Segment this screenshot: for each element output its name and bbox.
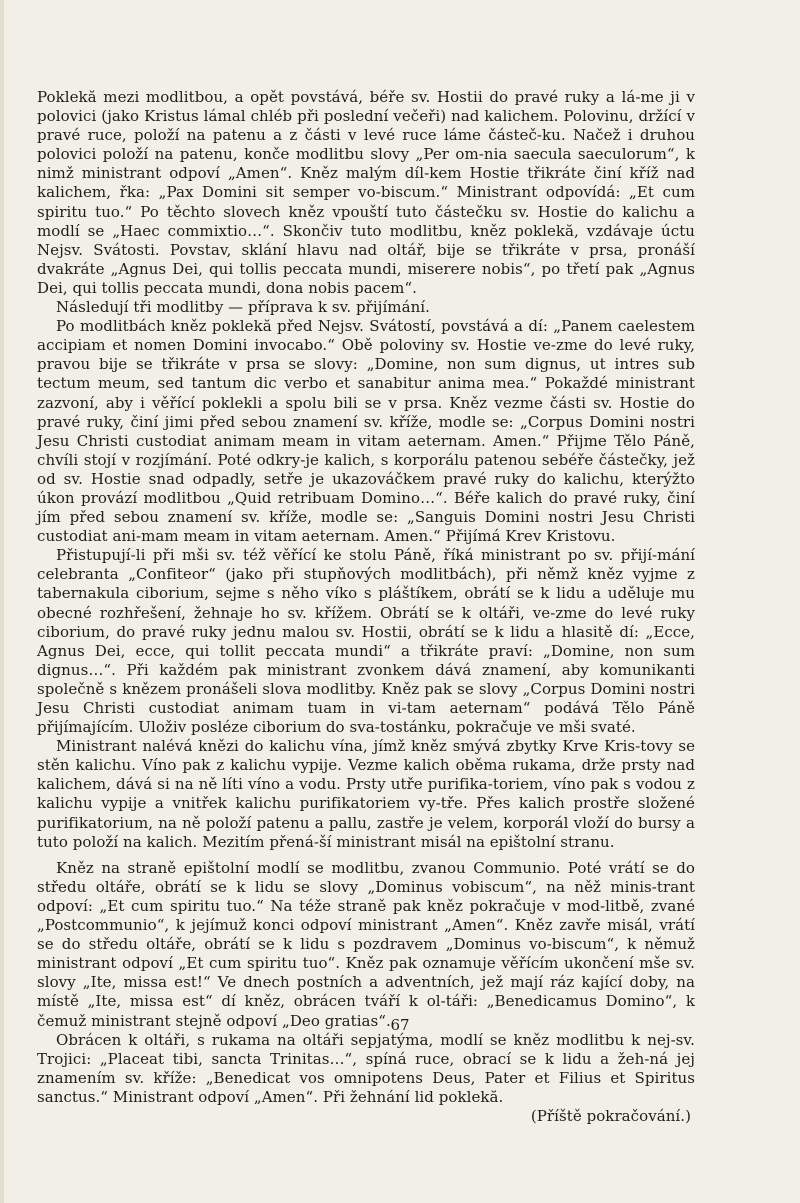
- paragraph-7: Obrácen k oltáři, s rukama na oltáři sepjatýma, modlí se kněz modlitbu k nej-sv. Trojici: „Placeat tibi, sancta Trinitas…“, spíná ruce, obrací se k lidu a žeh-ná jej znamením sv. kříže: „Benedicat vos omnipotens Deus, Pater et Filius et Spiritus sanctus.“ Ministrant odpoví „Amen“. Při žehnání lid poklekă.: [37, 1030, 695, 1106]
- page-number: 67: [390, 1016, 410, 1034]
- paragraph-3: Po modlitbách kněz poklekă před Nejsv. Svátostí, povstává a dí: „Panem caelestem accipiam et nomen Domini invocabo.“ Obě poloviny sv. Hostie ve-zme do levé ruky, pravou bije se třikráte v prsa se slovy: „Domine, non sum dignus, ut intres sub tectum meum, sed tantum dic verbo et sanabitur anima mea.“ Pokaždé ministrant zazvoní, aby i věřící poklekli a spolu bili se v prsa. Kněz vezme části sv. Hostie do pravé ruky, činí jimi před sebou znamení sv. kříže, modle se: „Corpus Domini nostri Jesu Christi custodiat animam meam in vitam aeternam. Amen.“ Přijme Tělo Páně, chvíli stojí v rozjímání. Poté odkry-je kalich, s korporálu patenou sebéře částečky, jež od sv. Hostie snad odpadly, setře je ukazováčkem pravé ruky do kalichu, kterýžto úkon provází modlitbou „Quid retribuam Domino…“. Béře kalich do pravé ruky, činí jím před sebou znamení sv. kříže, modle se: „Sanguis Domini nostri Jesu Christi custodiat ani-mam meam in vitam aeternam. Amen.“ Přijímá Krev Kristovu.: [37, 317, 695, 546]
- page-text: [37, 88, 695, 1126]
- paragraph-5: Ministrant nalévá knězi do kalichu vína, jímž kněz smývá zbytky Krve Kris-tovy se stěn kalichu. Víno pak z kalichu vypije. Vezme kalich oběma rukama, drže prsty nad kalichem, dává si na ně líti víno a vodu. Prsty utře purifika-toriem, víno pak s vodou z kalichu vypije a vnitřek kalichu purifikatoriem vy-tře. Přes kalich prostře složené purifikatorium, na ně položí patenu a pallu, zastře je velem, korporál vloží do bursy a tuto položí na kalich. Mezitím přená-ší ministrant misál na epištolní stranu.: [37, 737, 695, 851]
- paragraph-2: Následují tři modlitby — příprava k sv. přijímání.: [56, 298, 430, 317]
- paragraph-6: Kněz na straně epištolní modlí se modlitbu, zvanou Communio. Poté vrátí se do středu oltáře, obrátí se k lidu se slovy „Dominus vobiscum“, na něž minis-trant odpoví: „Et cum spiritu tuo.“ Na téže straně pak kněz pokračuje v mod-litbě, zvané „Postcommunio“, k jejímuž konci odpoví ministrant „Amen“. Kněz zavře misál, vrátí se do středu oltáře, obrátí se k lidu s pozdravem „Dominus vo-biscum“, k němuž ministrant odpoví „Et cum spiritu tuo“. Kněz pak oznamuje věřícím ukončení mše sv. slovy „Ite, missa est!“ Ve dnech postních a adventních, jež mají ráz kající doby, na místě „Ite, missa est“ dí kněz, obrácen tváří k ol-táři: „Benedicamus Domino“, k čemuž ministrant stejně odpoví „Deo gratias“.: [37, 858, 695, 1030]
- continuation-note: (Příště pokračování.): [530, 1106, 691, 1125]
- paragraph-4: Přistupují-li při mši sv. též věřící ke stolu Páně, říká ministrant po sv. přijí-mání celebranta „Confiteor“ (jako při stupňových modlitbách), při němž kněz vyjme z tabernakula ciborium, sejme s něho víko s pláštíkem, obrátí se k lidu a uděluje mu obecné rozhřešení, žehnaje ho sv. křížem. Obrátí se k oltáři, ve-zme do levé ruky ciborium, do pravé ruky jednu malou sv. Hostii, obrátí se k lidu a hlasitě dí: „Ecce, Agnus Dei, ecce, qui tollit peccata mundi“ a třikráte praví: „Domine, non sum dignus…“. Při každém pak ministrant zvonkem dává znamení, aby komunikanti společně s knězem pronášeli slova modlitby. Kněz pak se slovy „Corpus Domini nostri Jesu Christi custodiat animam tuam in vi-tam aeternam“ podává Tělo Páně přijímajícím. Uloživ posléze ciborium do sva-tostánku, pokračuje ve mši svaté.: [37, 546, 695, 737]
- paragraph-1: Poklekă mezi modlitbou, a opět povstává, béře sv. Hostii do pravé ruky a lá-me ji v polovici (jako Kristus lámal chléb při poslední večeři) nad kalichem. Polovinu, držící v pravé ruce, položí na patenu a z části v levé ruce láme částeč-ku. Načež i druhou polovici položí na patenu, konče modlitbu slovy „Per om-nia saecula saeculorum“, k nimž ministrant odpoví „Amen“. Kněz malým díl-kem Hostie třikráte činí kříž nad kalichem, řka: „Pax Domini sit semper vo-biscum.“ Ministrant odpovídá: „Et cum spiritu tuo.“ Po těchto slovech kněz vpouští tuto částečku sv. Hostie do kalichu a modlí se „Haec commixtio…“. Skončiv tuto modlitbu, kněz poklekă, vzdávaje úctu Nejsv. Svátosti. Povstav, sklání hlavu nad oltář, bije se třikráte v prsa, pronáší dvakráte „Agnus Dei, qui tollis peccata mundi, miserere nobis“, po třetí pak „Agnus Dei, qui tollis peccata mundi, dona nobis pacem“.: [37, 88, 695, 297]
